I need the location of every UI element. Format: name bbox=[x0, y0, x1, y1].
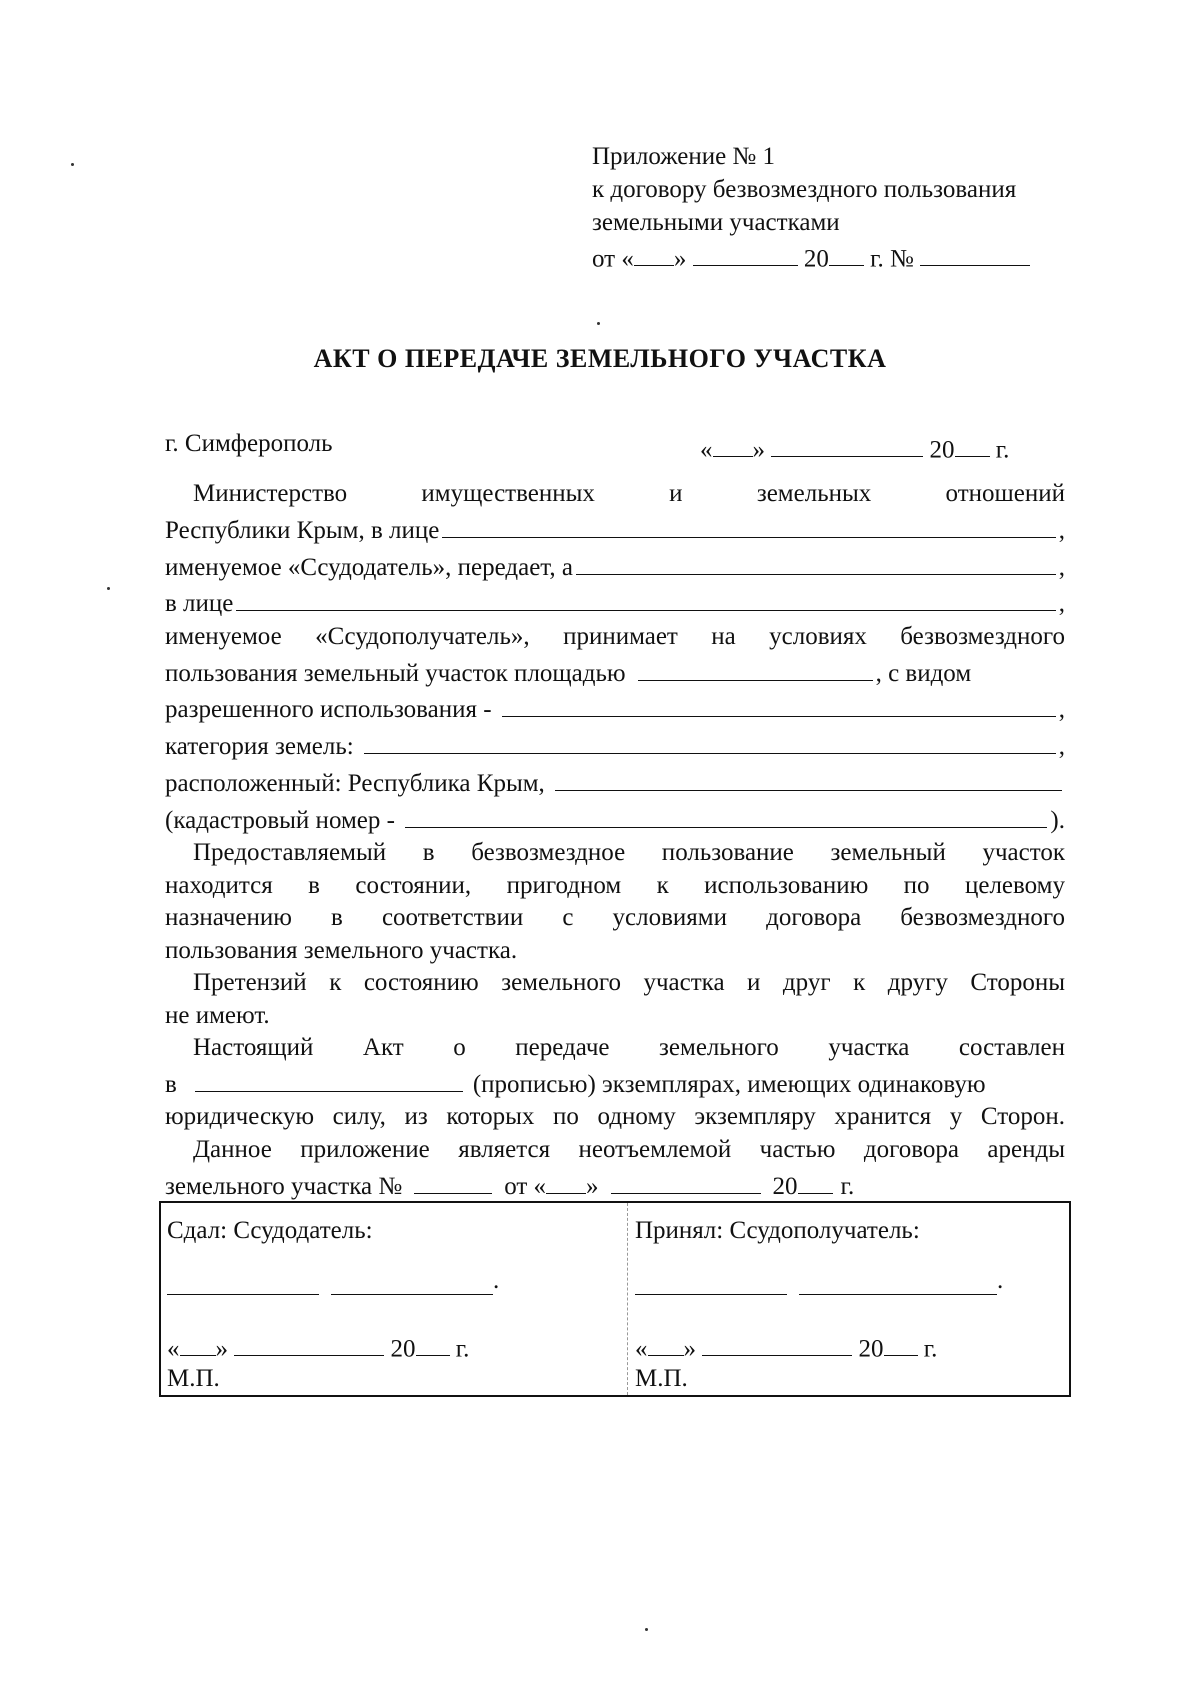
comma: , bbox=[1058, 553, 1065, 581]
p5-year-prefix: 20 bbox=[772, 1172, 798, 1200]
p1-line3-text: именуемое «Ссудодатель», передает, а bbox=[165, 553, 573, 581]
appendix-month-blank[interactable] bbox=[693, 239, 798, 266]
table-divider bbox=[627, 1203, 628, 1395]
comma: , bbox=[1058, 590, 1065, 618]
place-date-line bbox=[165, 430, 1060, 464]
appendix-number: Приложение № 1 bbox=[592, 143, 776, 170]
p2-line2: находится в состоянии, пригодном к использованию по целевому bbox=[165, 871, 1065, 899]
area-blank[interactable] bbox=[638, 653, 873, 680]
p4-line2 bbox=[165, 1065, 1065, 1102]
act-date bbox=[700, 430, 1009, 464]
signature-table bbox=[159, 1201, 1071, 1397]
recipient-representative-blank[interactable] bbox=[236, 584, 1055, 611]
appendix-contract-subject: земельными участками bbox=[592, 209, 840, 236]
p4-line1: Настоящий Акт о передаче земельного участка составлен bbox=[193, 1034, 1065, 1061]
borrower-signature-line bbox=[635, 1267, 1003, 1295]
p5-quote-close: » bbox=[586, 1172, 599, 1200]
lender-seal-label: М.П. bbox=[167, 1365, 220, 1393]
act-month-blank[interactable] bbox=[771, 430, 923, 457]
act-year-blank[interactable] bbox=[955, 430, 990, 457]
year-prefix: 20 bbox=[929, 436, 955, 464]
act-body bbox=[165, 478, 1065, 1203]
p1-line8-text: категория земель: bbox=[165, 733, 354, 760]
lender-year-blank[interactable] bbox=[416, 1329, 450, 1356]
scan-speck bbox=[107, 587, 110, 590]
lender-month-blank[interactable] bbox=[234, 1329, 384, 1356]
p5-from: от « bbox=[504, 1172, 547, 1200]
lender-signature-blank[interactable] bbox=[167, 1268, 319, 1295]
quote-close: » bbox=[752, 436, 765, 464]
contract-year-blank[interactable] bbox=[798, 1166, 833, 1193]
scan-speck bbox=[645, 1628, 648, 1631]
scan-speck bbox=[597, 322, 600, 325]
p1-line3 bbox=[165, 547, 1065, 584]
appendix-year-blank[interactable] bbox=[829, 239, 864, 266]
p5-year-suffix: г. bbox=[840, 1172, 855, 1200]
comma: , bbox=[1058, 696, 1065, 724]
contract-month-blank[interactable] bbox=[611, 1166, 761, 1193]
quote-close: » bbox=[683, 1335, 696, 1363]
comma: , bbox=[1058, 516, 1065, 544]
appendix-date-line bbox=[592, 239, 1030, 275]
appendix-quote-close: » bbox=[673, 245, 687, 273]
p1-line5: именуемое «Ссудополучатель», принимает на условиях безвозмездного bbox=[165, 622, 1065, 650]
p5-line2-prefix: земельного участка № bbox=[165, 1172, 403, 1200]
land-category-blank[interactable] bbox=[364, 727, 1056, 754]
p1-line6-text: пользования земельный участок площадью bbox=[165, 659, 626, 687]
lender-signature-line bbox=[167, 1267, 499, 1295]
borrower-day-blank[interactable] bbox=[648, 1329, 684, 1356]
lender-name-blank[interactable] bbox=[331, 1268, 493, 1295]
lender-day-blank[interactable] bbox=[180, 1329, 216, 1356]
borrower-month-blank[interactable] bbox=[702, 1329, 852, 1356]
act-day-blank[interactable] bbox=[713, 430, 753, 457]
p1-line6 bbox=[165, 653, 1065, 690]
document-title: АКТ О ПЕРЕДАЧЕ ЗЕМЕЛЬНОГО УЧАСТКА bbox=[313, 344, 887, 373]
p1-line4 bbox=[165, 584, 1065, 621]
quote-close: » bbox=[215, 1335, 228, 1363]
p5-line1: Данное приложение является неотъемлемой частью договора аренды bbox=[193, 1135, 1065, 1163]
permitted-use-blank[interactable] bbox=[502, 690, 1056, 717]
p1-line8 bbox=[165, 727, 1065, 764]
p3-line2: не имеют. bbox=[165, 1001, 270, 1029]
borrower-year-blank[interactable] bbox=[884, 1329, 918, 1356]
quote-open: « bbox=[635, 1335, 648, 1363]
contract-number-blank[interactable] bbox=[414, 1166, 492, 1193]
city: г. Симферополь bbox=[165, 430, 333, 457]
p3-line1: Претензий к состоянию земельного участка и друг к другу Стороны bbox=[193, 969, 1065, 996]
appendix-contract-type: к договору безвозмездного пользования bbox=[592, 176, 1017, 203]
borrower-signature-blank[interactable] bbox=[635, 1268, 787, 1295]
p2-line3: назначению в соответствии с условиями договора безвозмездного bbox=[165, 904, 1065, 931]
comma: , bbox=[1058, 733, 1065, 760]
copies-count-blank[interactable] bbox=[195, 1065, 463, 1092]
lender-label: Сдал: Ссудодатель: bbox=[167, 1217, 373, 1244]
p1-line9 bbox=[165, 764, 1065, 801]
p1-line9-text: расположенный: Республика Крым, bbox=[165, 769, 545, 797]
p4-line2-prefix: в bbox=[165, 1070, 177, 1098]
period: . bbox=[997, 1267, 1004, 1294]
location-blank[interactable] bbox=[555, 764, 1062, 791]
year-suffix: г. bbox=[995, 436, 1010, 464]
p1-line7 bbox=[165, 690, 1065, 727]
appendix-number-blank[interactable] bbox=[920, 239, 1030, 266]
quote-open: « bbox=[700, 436, 713, 464]
borrower-seal-label: М.П. bbox=[635, 1365, 688, 1393]
p1-line4-text: в лице bbox=[165, 590, 234, 618]
p1-line6-suffix: , с видом bbox=[875, 659, 972, 687]
appendix-day-blank[interactable] bbox=[634, 239, 674, 266]
p1-line2-text: Республики Крым, в лице bbox=[165, 516, 440, 544]
p5-line2 bbox=[165, 1166, 1065, 1203]
borrower-date bbox=[635, 1329, 1003, 1363]
p2-line1: Предоставляемый в безвозмездное пользование земельный участок bbox=[193, 839, 1065, 866]
cadastral-number-blank[interactable] bbox=[405, 800, 1047, 827]
appendix-year-prefix: 20 bbox=[803, 245, 829, 273]
p4-line3: юридическую силу, из которых по одному экземпляру хранится у Сторон. bbox=[165, 1103, 1065, 1131]
p1-line7-text: разрешенного использования - bbox=[165, 696, 492, 724]
contract-day-blank[interactable] bbox=[546, 1166, 586, 1193]
appendix-header bbox=[592, 140, 1030, 275]
p1-line10-suffix: ). bbox=[1050, 806, 1065, 834]
recipient-blank[interactable] bbox=[576, 547, 1056, 574]
appendix-from-prefix: от « bbox=[592, 245, 634, 273]
lender-cell bbox=[167, 1217, 499, 1393]
p4-line2-suffix: (прописью) экземплярах, имеющих одинаковую bbox=[472, 1070, 986, 1098]
borrower-label: Принял: Ссудополучатель: bbox=[635, 1217, 920, 1244]
quote-open: « bbox=[167, 1335, 180, 1363]
lender-date bbox=[167, 1329, 499, 1363]
period: . bbox=[493, 1267, 500, 1294]
year-suffix: г. bbox=[455, 1335, 470, 1363]
borrower-cell bbox=[635, 1217, 1003, 1393]
p1-line10-text: (кадастровый номер - bbox=[165, 806, 395, 834]
year-prefix: 20 bbox=[858, 1335, 884, 1363]
borrower-name-blank[interactable] bbox=[799, 1268, 997, 1295]
scan-speck bbox=[71, 163, 74, 166]
p2-line4: пользования земельного участка. bbox=[165, 936, 518, 964]
year-prefix: 20 bbox=[390, 1335, 416, 1363]
appendix-number-label: г. № bbox=[870, 245, 914, 273]
representative-blank[interactable] bbox=[442, 511, 1055, 538]
p1-line2 bbox=[165, 511, 1065, 548]
p1-line10 bbox=[165, 800, 1065, 837]
p1-line1: Министерство имущественных и земельных отношений bbox=[193, 480, 1065, 507]
year-suffix: г. bbox=[923, 1335, 938, 1363]
